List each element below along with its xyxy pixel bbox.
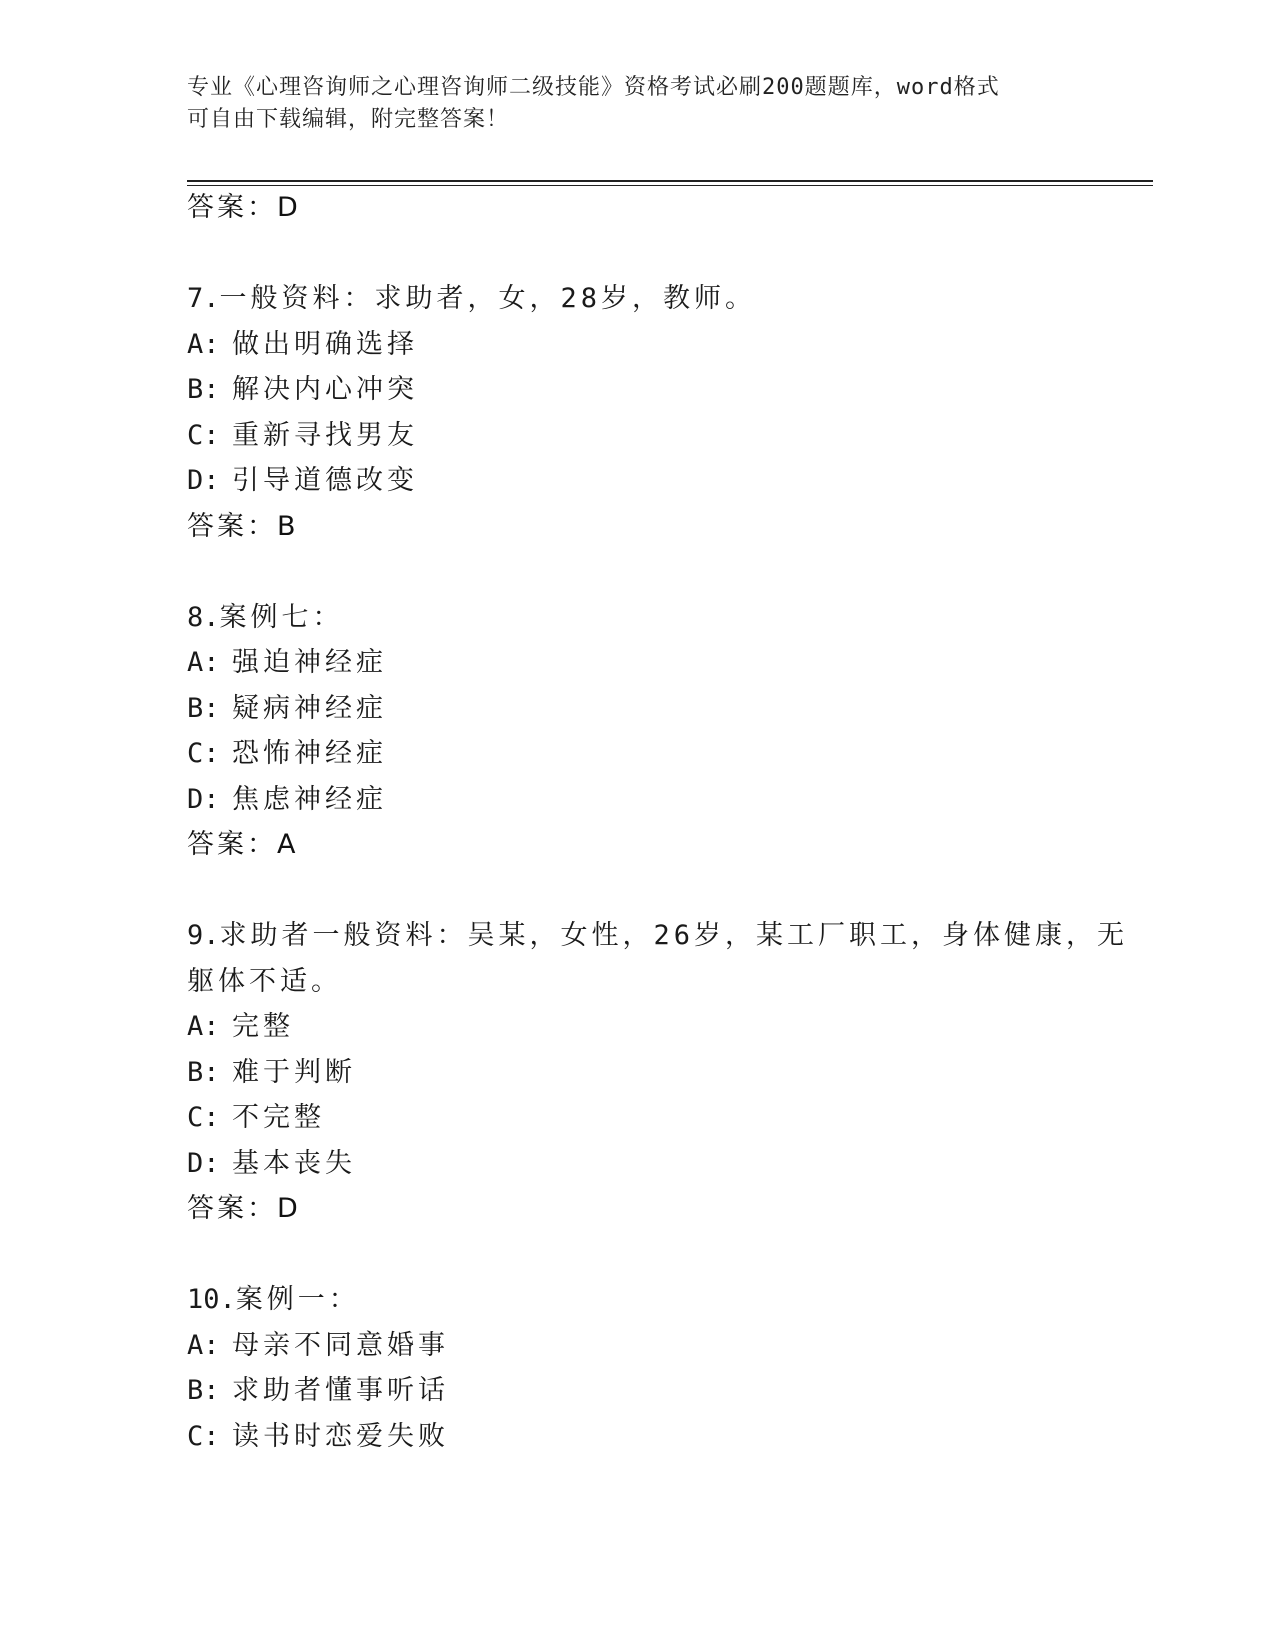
- option-letter: C:: [187, 1102, 220, 1133]
- option-letter: B:: [187, 1375, 220, 1406]
- question-number: 10.: [187, 1284, 236, 1315]
- option-c: [187, 731, 1087, 777]
- option-letter: B:: [187, 692, 220, 724]
- answer-label: 答案：: [187, 1193, 277, 1224]
- option-b: [187, 1050, 1087, 1096]
- option-text: 焦虑神经症: [232, 783, 387, 815]
- option-c: [187, 1095, 1087, 1141]
- option-text: 基本丧失: [232, 1147, 356, 1179]
- answer-value: B: [277, 510, 297, 542]
- option-d: [187, 1141, 1087, 1187]
- option-letter: A:: [187, 328, 220, 360]
- option-a: [187, 322, 1087, 368]
- option-b: [187, 686, 1087, 732]
- option-letter: C:: [187, 738, 220, 769]
- option-text: 强迫神经症: [232, 647, 387, 678]
- question-text: 求助者一般资料：吴某，女性，26岁，某工厂职工，身体健康，无: [219, 920, 1129, 951]
- answer-label: 答案：: [187, 829, 277, 860]
- option-text: 重新寻找男友: [232, 419, 418, 451]
- option-text: 读书时恋爱失败: [232, 1420, 449, 1452]
- answer-value: A: [277, 829, 297, 860]
- question-number: 8.: [187, 601, 220, 633]
- option-letter: A:: [187, 1329, 220, 1361]
- option-letter: D:: [187, 783, 220, 815]
- option-text: 母亲不同意婚事: [232, 1329, 449, 1361]
- question-7: [187, 276, 1087, 549]
- header-title-line-2: 可自由下载编辑，附完整答案！: [187, 107, 510, 132]
- option-text: 解决内心冲突: [232, 374, 418, 405]
- option-text: 不完整: [232, 1102, 325, 1133]
- option-b: [187, 1368, 1087, 1414]
- option-letter: D:: [187, 465, 220, 496]
- answer-value: D: [277, 1193, 299, 1224]
- option-a: [187, 640, 1087, 686]
- option-d: [187, 777, 1087, 823]
- option-letter: A:: [187, 647, 220, 678]
- option-letter: B:: [187, 374, 220, 405]
- question-8: [187, 595, 1087, 868]
- question-stem: [187, 1277, 1087, 1323]
- option-letter: A:: [187, 1011, 220, 1042]
- option-d: [187, 458, 1087, 504]
- question-text: 一般资料：求助者，女，28岁，教师。: [219, 283, 757, 314]
- question-stem-continuation: 躯体不适。: [187, 965, 342, 997]
- question-text: 案例一：: [235, 1284, 360, 1315]
- option-text: 做出明确选择: [232, 328, 418, 360]
- option-a: [187, 1323, 1087, 1369]
- option-c: [187, 1414, 1087, 1460]
- question-stem: [187, 276, 1087, 322]
- option-text: 引导道德改变: [232, 465, 418, 496]
- option-text: 完整: [232, 1011, 294, 1042]
- header-title-line-1: 专业《心理咨询师之心理咨询师二级技能》资格考试必刷200题题库，word格式: [187, 75, 1000, 100]
- header-rule-top: [187, 180, 1153, 182]
- option-a: [187, 1004, 1087, 1050]
- option-letter: D:: [187, 1147, 220, 1179]
- option-letter: C:: [187, 1420, 220, 1452]
- document-header: [187, 72, 1067, 136]
- question-answer: [187, 822, 1087, 867]
- previous-question-answer: [187, 185, 1087, 230]
- question-number: 9.: [187, 920, 220, 951]
- answer-label: 答案：: [187, 510, 277, 542]
- answer-value: D: [277, 192, 299, 223]
- question-text: 案例七：: [219, 601, 344, 633]
- option-letter: B:: [187, 1056, 220, 1088]
- option-letter: C:: [187, 419, 220, 451]
- option-text: 难于判断: [232, 1056, 356, 1088]
- question-stem: [187, 595, 1087, 641]
- question-answer: [187, 504, 1087, 549]
- option-text: 疑病神经症: [232, 692, 387, 724]
- option-c: [187, 413, 1087, 459]
- question-9: [187, 913, 1129, 1231]
- option-b: [187, 367, 1087, 413]
- option-text: 求助者懂事听话: [232, 1375, 449, 1406]
- question-10: [187, 1277, 1087, 1459]
- question-number: 7.: [187, 283, 220, 314]
- question-stem: [187, 913, 1129, 959]
- question-answer: [187, 1186, 1087, 1231]
- answer-label: 答案：: [187, 192, 277, 223]
- question-list: [187, 185, 1129, 1459]
- option-text: 恐怖神经症: [232, 738, 387, 769]
